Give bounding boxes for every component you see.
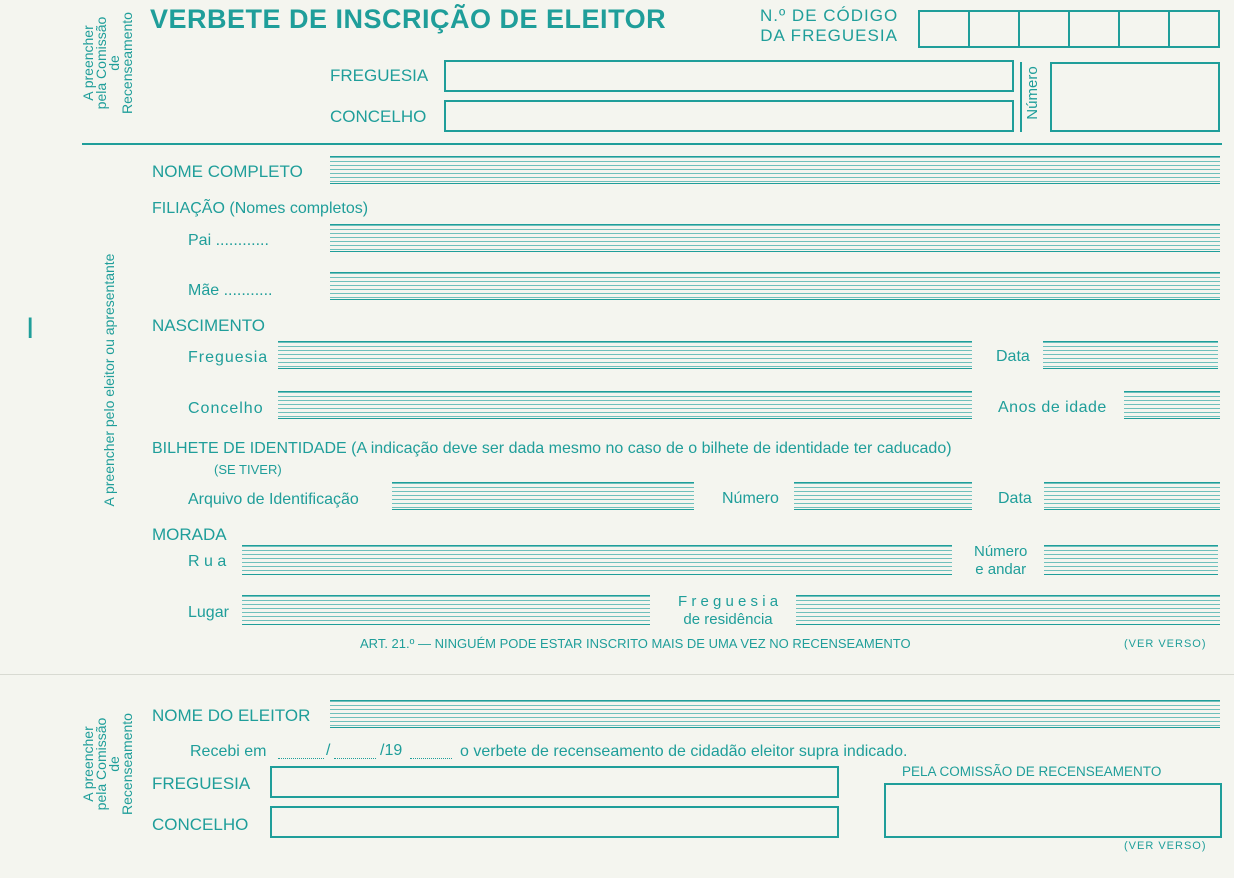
freg-residencia-field[interactable] xyxy=(796,595,1220,625)
freg-residencia-line2: de residência xyxy=(683,611,773,628)
codigo-box-5[interactable] xyxy=(1118,10,1170,48)
receipt-concelho-field[interactable] xyxy=(270,806,839,838)
codigo-label xyxy=(760,6,898,46)
arquivo-field[interactable] xyxy=(392,482,694,510)
numero-andar-line1: Número xyxy=(974,543,1028,560)
nascimento-label: NASCIMENTO xyxy=(152,316,266,335)
anos-idade-field[interactable] xyxy=(1124,391,1220,419)
nasc-concelho-label: Concelho xyxy=(188,400,264,417)
header-freguesia-label: FREGUESIA xyxy=(330,66,429,85)
receipt-freguesia-field[interactable] xyxy=(270,766,839,798)
header-separator xyxy=(82,143,1222,145)
top-side-note xyxy=(82,8,134,118)
recebi-month-field[interactable] xyxy=(334,758,376,759)
nome-completo-field[interactable] xyxy=(330,156,1220,184)
receipt-side-note-line2: pela Comissão xyxy=(93,717,109,811)
numero-andar-label xyxy=(974,543,1027,579)
top-side-note-line2: pela Comissão xyxy=(93,16,109,110)
codigo-box-3[interactable] xyxy=(1018,10,1070,48)
nome-eleitor-label: NOME DO ELEITOR xyxy=(152,706,311,725)
ver-verso-bottom: (VER VERSO) xyxy=(1124,840,1207,852)
header-concelho-field[interactable] xyxy=(444,100,1014,132)
receipt-side-note-line3: de xyxy=(106,756,122,772)
recebi-day-field[interactable] xyxy=(278,758,324,759)
filiacao-heading xyxy=(152,200,368,218)
pai-label: Pai ............ xyxy=(188,232,269,249)
codigo-box-1[interactable] xyxy=(918,10,970,48)
nome-eleitor-field[interactable] xyxy=(330,700,1220,728)
freg-residencia-line1: F r e g u e s i a xyxy=(678,593,779,610)
anos-idade-label: Anos de idade xyxy=(998,399,1107,416)
margin-mark: I xyxy=(26,312,35,345)
numero-box[interactable] xyxy=(1050,62,1220,132)
freg-residencia-label xyxy=(678,593,778,629)
numero-andar-line2: e andar xyxy=(975,561,1027,578)
se-tiver-label: (SE TIVER) xyxy=(214,462,282,477)
tear-line xyxy=(0,674,1234,675)
numero-vertical-label: Número xyxy=(1024,66,1041,120)
form-title: VERBETE DE INSCRIÇÃO DE ELEITOR xyxy=(150,4,667,34)
nasc-data-field[interactable] xyxy=(1043,341,1218,369)
recebi-text: o verbete de recenseamento de cidadão eleitor supra indicado. xyxy=(460,743,908,760)
arquivo-label: Arquivo de Identificação xyxy=(188,491,359,508)
main-side-note: A preencher pelo eleitor ou apresentante xyxy=(101,253,117,507)
receipt-concelho-label: CONCELHO xyxy=(152,815,249,834)
bi-numero-field[interactable] xyxy=(794,482,972,510)
filiacao-label: FILIAÇÃO xyxy=(152,200,225,217)
rua-field[interactable] xyxy=(242,545,952,575)
pela-comissao-label: PELA COMISSÃO DE RECENSEAMENTO xyxy=(902,764,1162,779)
nasc-freguesia-field[interactable] xyxy=(278,341,972,369)
lugar-label: Lugar xyxy=(188,604,229,621)
rua-label: R u a xyxy=(188,553,227,570)
ver-verso-top: (VER VERSO) xyxy=(1124,638,1207,650)
recebi-em-label: Recebi em xyxy=(190,743,267,760)
numero-divider xyxy=(1020,62,1022,132)
bilhete-note: (A indicação deve ser dada mesmo no caso de o bilhete de identidade ter caducado) xyxy=(351,440,952,457)
codigo-box-4[interactable] xyxy=(1068,10,1120,48)
nome-completo-label: NOME COMPLETO xyxy=(152,162,303,181)
morada-label: MORADA xyxy=(152,525,227,544)
recebi-slash-19: /19 xyxy=(380,742,403,759)
receipt-freguesia-label: FREGUESIA xyxy=(152,774,251,793)
bilhete-heading xyxy=(152,440,952,458)
comissao-signature-box[interactable] xyxy=(884,783,1222,838)
mae-label: Mãe ........... xyxy=(188,282,273,299)
nasc-freguesia-label: Freguesia xyxy=(188,349,269,366)
receipt-side-note xyxy=(82,708,134,820)
bilhete-label: BILHETE DE IDENTIDADE xyxy=(152,440,347,457)
codigo-label-line1: N.º DE CÓDIGO xyxy=(760,6,899,25)
header-concelho-label: CONCELHO xyxy=(330,107,427,126)
art-21-note: ART. 21.º — NINGUÉM PODE ESTAR INSCRITO MAIS DE UMA VEZ NO RECENSEAMENTO xyxy=(360,636,911,651)
top-side-note-line1: A preencher xyxy=(80,25,96,101)
numero-andar-field[interactable] xyxy=(1044,545,1218,575)
nasc-concelho-field[interactable] xyxy=(278,391,972,419)
codigo-box-2[interactable] xyxy=(968,10,1020,48)
receipt-side-note-line4: Recenseamento xyxy=(119,713,135,815)
recebi-year-field[interactable] xyxy=(410,758,452,759)
header-freguesia-field[interactable] xyxy=(444,60,1014,92)
recebi-slash-1: / xyxy=(326,742,331,759)
codigo-box-6[interactable] xyxy=(1168,10,1220,48)
pai-field[interactable] xyxy=(330,224,1220,252)
nasc-data-label: Data xyxy=(996,348,1030,365)
bi-data-field[interactable] xyxy=(1044,482,1220,510)
receipt-side-note-line1: A preencher xyxy=(80,726,96,802)
filiacao-note: (Nomes completos) xyxy=(229,200,369,217)
mae-field[interactable] xyxy=(330,272,1220,300)
lugar-field[interactable] xyxy=(242,595,650,625)
top-side-note-line4: Recenseamento xyxy=(119,12,135,114)
codigo-label-line2: DA FREGUESIA xyxy=(760,26,898,45)
top-side-note-line3: de xyxy=(106,55,122,71)
bi-numero-label: Número xyxy=(722,490,779,507)
bi-data-label: Data xyxy=(998,490,1032,507)
